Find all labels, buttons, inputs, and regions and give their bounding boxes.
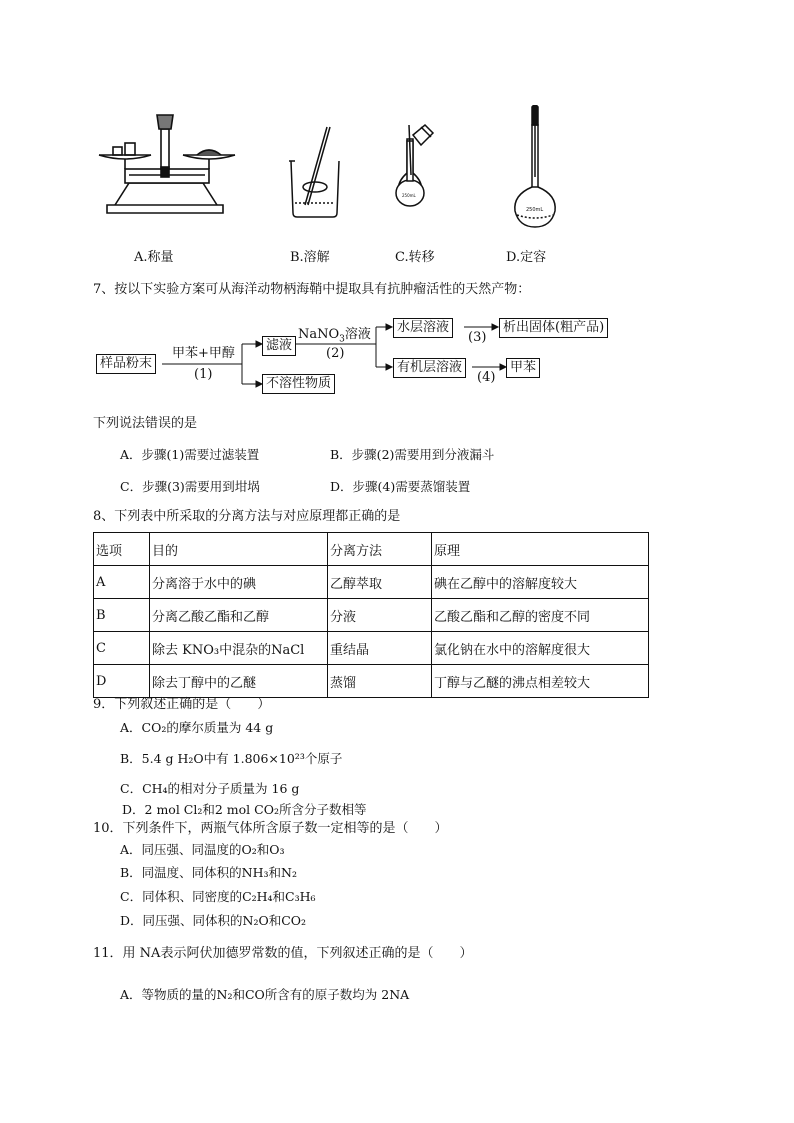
question-7-option-d: D．步骤(4)需要蒸馏装置 <box>330 479 471 494</box>
beaker-illustration <box>289 127 339 217</box>
flow-organic-layer: 有机层溶液 <box>393 358 466 378</box>
caption-dissolve: B.溶解 <box>290 250 330 265</box>
table-cell: 分离溶于水中的碘 <box>150 566 328 599</box>
question-7-option-b: B．步骤(2)需要用到分液漏斗 <box>330 447 495 462</box>
flow-step-3: (3) <box>468 330 487 345</box>
table-header-cell: 原理 <box>432 533 649 566</box>
question-7-option-c: C．步骤(3)需要用到坩埚 <box>120 479 260 494</box>
flow-crude-product: 析出固体(粗产品) <box>499 318 608 338</box>
question-9-option-b: B．5.4 g H₂O中有 1.806×10²³个原子 <box>120 751 343 766</box>
question-10-option-d: D．同压强、同体积的N₂O和CO₂ <box>120 913 307 928</box>
dilute-to-volume-illustration <box>515 105 555 227</box>
table-cell: 乙酸乙酯和乙醇的密度不同 <box>432 599 649 632</box>
table-row <box>94 632 649 665</box>
flow-step-2: (2) <box>326 346 345 361</box>
table-cell: 除去丁醇中的乙醚 <box>150 665 328 698</box>
table-cell: 乙醇萃取 <box>328 566 432 599</box>
table-cell: 丁醇与乙醚的沸点相差较大 <box>432 665 649 698</box>
question-10-option-b: B．同温度、同体积的NH₃和N₂ <box>120 865 297 880</box>
table-cell: B <box>94 599 150 632</box>
apparatus-illustrations <box>95 105 655 230</box>
table-header-cell: 分离方法 <box>328 533 432 566</box>
flow-reagent-2: NaNO$_3$溶液 <box>298 327 371 345</box>
svg-text:250mL: 250mL <box>526 207 544 213</box>
flow-step-1: (1) <box>194 367 213 382</box>
table-header-cell: 目的 <box>150 533 328 566</box>
table-cell: C <box>94 632 150 665</box>
flow-insoluble-matter: 不溶性物质 <box>262 374 335 394</box>
question-10-stem: 10．下列条件下，两瓶气体所含原子数一定相等的是（ ） <box>93 821 448 836</box>
table-cell: A <box>94 566 150 599</box>
table-header-cell: 选项 <box>94 533 150 566</box>
table-cell: 重结晶 <box>328 632 432 665</box>
table-cell: 分离乙酸乙酯和乙醇 <box>150 599 328 632</box>
table-header-row <box>94 533 649 566</box>
flow-aqueous-layer: 水层溶液 <box>393 318 453 338</box>
flow-reagent-1: 甲苯+甲醇 <box>172 346 235 361</box>
question-7-option-a: A．步骤(1)需要过滤装置 <box>120 447 260 462</box>
flow-toluene: 甲苯 <box>506 358 540 378</box>
question-9-stem: 9．下列叙述正确的是（ ） <box>93 697 271 712</box>
table-cell: D <box>94 665 150 698</box>
separation-methods-table <box>93 532 649 698</box>
table-cell: 氯化钠在水中的溶解度很大 <box>432 632 649 665</box>
table-cell: 碘在乙醇中的溶解度较大 <box>432 566 649 599</box>
caption-transfer: C.转移 <box>395 250 435 265</box>
question-9-option-a: A．CO₂的摩尔质量为 44 g <box>120 720 274 735</box>
question-9-option-d: D．2 mol Cl₂和2 mol CO₂所含分子数相等 <box>122 802 367 817</box>
table-row <box>94 599 649 632</box>
question-10-option-a: A．同压强、同温度的O₂和O₃ <box>120 842 285 857</box>
transfer-illustration <box>396 125 433 206</box>
table-cell: 除去 KNO₃中混杂的NaCl <box>150 632 328 665</box>
flow-filtrate: 滤液 <box>262 336 296 356</box>
question-7-stem: 7、按以下实验方案可从海洋动物柄海鞘中提取具有抗肿瘤活性的天然产物： <box>93 282 531 297</box>
question-8-stem: 8、下列表中所采取的分离方法与对应原理都正确的是 <box>93 509 401 524</box>
table-cell: 分液 <box>328 599 432 632</box>
table-row <box>94 566 649 599</box>
question-9-option-c: C．CH₄的相对分子质量为 16 g <box>120 781 300 796</box>
question-10-option-c: C．同体积、同密度的C₂H₄和C₃H₆ <box>120 889 316 904</box>
flow-step-4: (4) <box>477 370 496 385</box>
flow-sample-powder: 样品粉末 <box>96 354 156 374</box>
caption-make-to-volume: D.定容 <box>506 250 547 265</box>
table-row <box>94 665 649 698</box>
balance-illustration <box>99 115 235 213</box>
question-11-stem: 11．用 NA表示阿伏加德罗常数的值，下列叙述正确的是（ ） <box>93 946 473 961</box>
table-cell: 蒸馏 <box>328 665 432 698</box>
caption-weigh: A.称量 <box>134 250 174 265</box>
question-11-option-a: A．等物质的量的N₂和CO所含有的原子数均为 2NA <box>120 987 410 1002</box>
question-7-prompt: 下列说法错误的是 <box>93 416 198 431</box>
svg-text:250mL: 250mL <box>402 193 416 198</box>
